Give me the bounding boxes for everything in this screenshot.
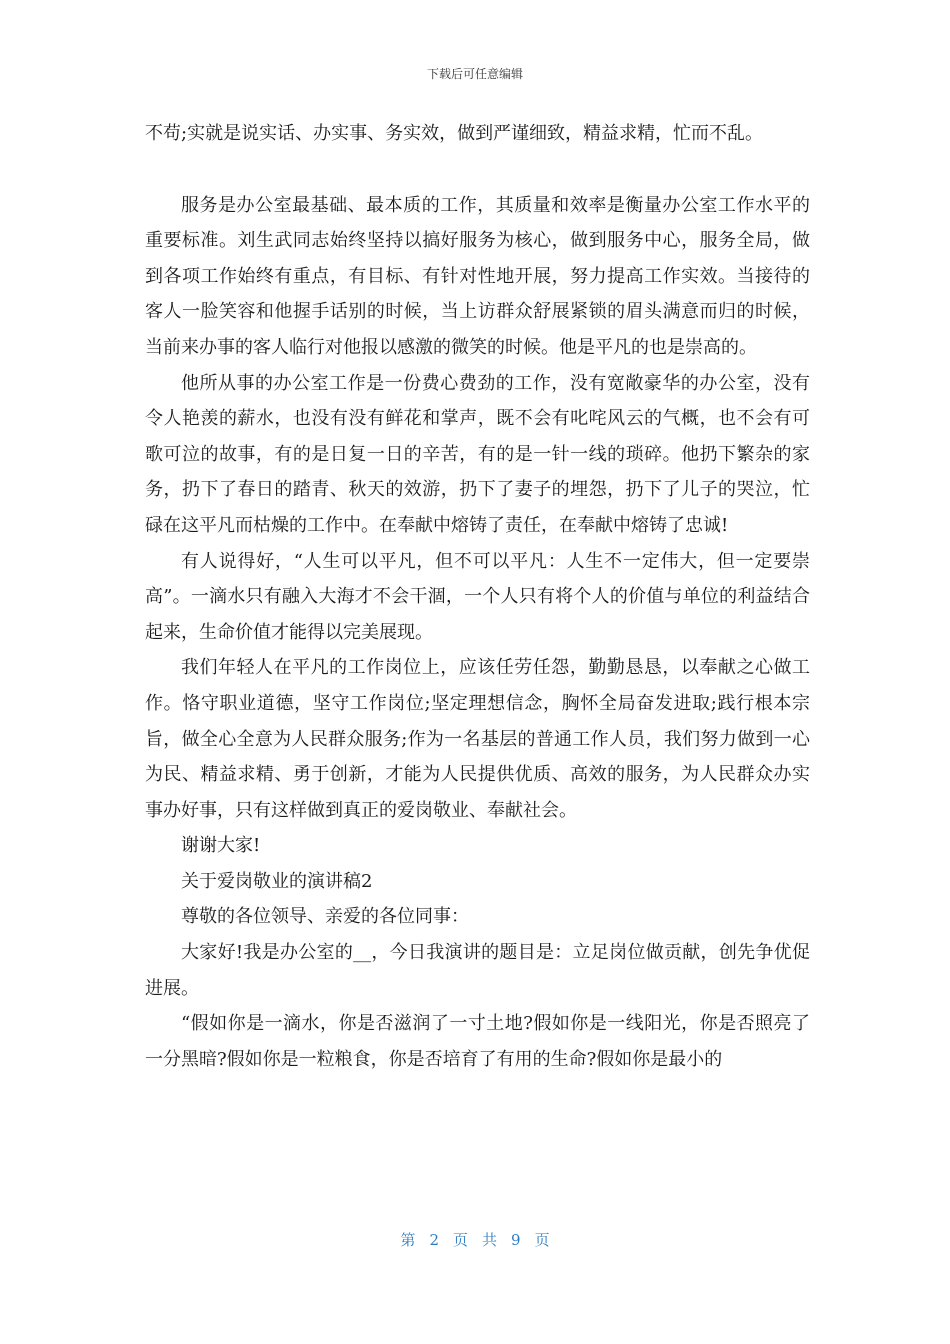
paragraph-salutation: 尊敬的各位领导、亲爱的各位同事：: [181, 906, 469, 928]
footer-label-page-of: 页: [452, 1231, 468, 1249]
paragraph-if-you-are: “假如你是一滴水，你是否滋润了一寸土地?假如你是一线阳光，你是否照亮了一分黑暗?假如你是一粒粮食，你是否培育了有用的生命?假如你是最小的: [145, 1013, 810, 1070]
paragraph-thanks: 谢谢大家!: [181, 835, 261, 857]
paragraph-service: 服务是办公室最基础、最本质的工作，其质量和效率是衡量办公室工作水平的重要标准。刘生武同志始终坚持以搞好服务为核心，做到服务中心，服务全局，做到各项工作始终有重点，有目标、有针对性地开展，努力提高工作实效。当接待的客人一脸笑容和他握手话别的时候，当上访群众舒展紧锁的眉头满意而归的时候，当前来办事的客人临行对他报以感激的微笑的时候。他是平凡的也是崇高的。: [145, 194, 810, 358]
paragraph-quote: 有人说得好，“人生可以平凡，但不可以平凡：人生不一定伟大，但一定要崇高”。一滴水只有融入大海才不会干涸，一个人只有将个人的价值与单位的利益结合起来，生命价值才能得以完美展现。: [145, 550, 810, 643]
paragraph-continuation: 不苟;实就是说实话、办实事、务实效，做到严谨细致，精益求精，忙而不乱。: [145, 123, 764, 144]
footer-label-page: 第: [400, 1231, 416, 1249]
footer-label-pages: 页: [534, 1231, 550, 1249]
footer-label-total: 共: [482, 1231, 498, 1249]
page-header: 下载后可任意编辑: [426, 67, 523, 81]
paragraph-greeting: 大家好!我是办公室的__，今日我演讲的题目是：立足岗位做贡献，创先争优促进展。: [145, 942, 810, 999]
page-footer: [0, 1230, 950, 1250]
footer-total-pages: 9: [511, 1231, 521, 1249]
paragraph-office-work: 他所从事的办公室工作是一份费心费劲的工作，没有宽敞豪华的办公室，没有令人艳羡的薪水，也没有没有鲜花和掌声，既不会有叱咤风云的气概，也不会有可歌可泣的故事，有的是日复一日的辛苦，有的是一针一线的琐碎。他扔下繁杂的家务，扔下了春日的踏青、秋天的效游，扔下了妻子的埋怨，扔下了儿子的哭泣，忙碌在这平凡而枯燥的工作中。在奉献中熔铸了责任，在奉献中熔铸了忠诚!: [145, 372, 810, 536]
paragraph-young-people: 我们年轻人在平凡的工作岗位上，应该任劳任怨，勤勤恳恳，以奉献之心做工作。恪守职业道德，坚守工作岗位;坚定理想信念，胸怀全局奋发进取;践行根本宗旨，做全心全意为人民群众服务;作为一名基层的普通工作人员，我们努力做到一心为民、精益求精、勇于创新，才能为人民提供优质、高效的服务，为人民群众办实事办好事，只有这样做到真正的爱岗敬业、奉献社会。: [145, 657, 810, 821]
section-title: 关于爱岗敬业的演讲稿2: [181, 870, 373, 892]
document-body: [145, 116, 810, 1077]
footer-current-page: 2: [429, 1231, 439, 1249]
